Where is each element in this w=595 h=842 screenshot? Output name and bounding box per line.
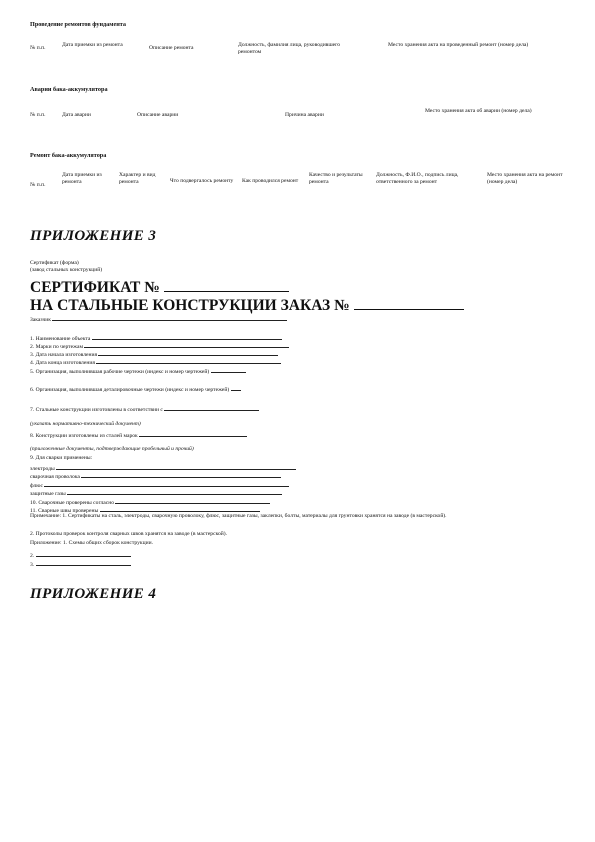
column-header: Дата приемки из ремонта: [62, 42, 123, 48]
item-label: 1. Наименование объекта: [30, 336, 91, 342]
item-label: 2.: [30, 553, 35, 559]
section-title-tank-repair: Ремонт бака-аккумулятора: [30, 152, 107, 159]
fill-blank: [67, 488, 282, 495]
column-header: Качество и результаты ремонта: [309, 172, 363, 185]
column-header: Описание ремонта: [149, 45, 194, 51]
fill-blank: [84, 341, 289, 348]
column-header: № п.п.: [30, 112, 46, 118]
order-number-label: НА СТАЛЬНЫЕ КОНСТРУКЦИИ ЗАКАЗ №: [30, 297, 350, 314]
column-header: Причина аварии: [285, 112, 324, 118]
customer-blank: [52, 314, 287, 321]
hint-text: (приложенные документы, подтверждающие пробельный и прочий): [30, 446, 194, 452]
column-header: Дата приемки из ремонта: [62, 172, 102, 185]
column-header: Характер и вид ремонта: [119, 172, 156, 185]
item-label: 5. Организация, выполнившая рабочие чертежи (индекс и номер чертежей): [30, 369, 210, 375]
column-header: Место хранения акта на ремонт (номер дела): [487, 172, 563, 185]
fill-blank: [36, 550, 131, 557]
column-header: Что подвергалось ремонту: [170, 178, 234, 184]
item-label: электроды: [30, 466, 55, 472]
item-label: флюс: [30, 483, 43, 489]
certificate-number-blank: [164, 279, 289, 292]
appendix-4-heading: ПРИЛОЖЕНИЕ 4: [30, 586, 157, 602]
fill-blank: [115, 497, 270, 504]
item-label: 3.: [30, 562, 35, 568]
item-label: 9. Для сварки применены:: [30, 455, 93, 461]
form-row: [30, 455, 92, 462]
fill-blank: [92, 333, 282, 340]
form-row: [30, 559, 131, 569]
fill-blank: [98, 349, 278, 356]
form-row: [30, 384, 241, 394]
column-header: Должность, фамилия лица, руководившего ремонтом: [238, 42, 341, 55]
column-header: Должность, Ф.И.О., подпись лица, ответственного за ремонт: [376, 172, 459, 185]
fill-blank: [164, 404, 259, 411]
fill-blank: [211, 366, 246, 373]
form-row: [30, 366, 246, 376]
column-header: Место хранения акта об аварии (номер дела): [425, 108, 532, 114]
item-label: сварочная проволока: [30, 474, 80, 480]
column-header: Как проводился ремонт: [242, 178, 299, 184]
certificate-title-line1: [30, 279, 289, 296]
item-label: 4. Дата конца изготовления: [30, 360, 95, 366]
certificate-title-line2: [30, 297, 464, 314]
order-number-blank: [354, 297, 464, 310]
form-row: [30, 404, 259, 414]
fill-blank: [36, 559, 131, 566]
column-header: Описание аварии: [137, 112, 179, 118]
item-label: 2. Марки по чертежам: [30, 344, 83, 350]
item-label: 7. Стальные конструкции изготовлены в соответствии с: [30, 407, 163, 413]
item-label: 8. Конструкции изготовлены из сталей марок: [30, 433, 138, 439]
fill-blank: [81, 471, 281, 478]
certificate-number-label: СЕРТИФИКАТ №: [30, 279, 160, 296]
fill-blank: [56, 463, 296, 470]
column-header: Дата аварии: [62, 112, 91, 118]
fill-blank: [96, 357, 281, 364]
form-row: [30, 430, 247, 440]
item-label: защитные газы: [30, 491, 66, 497]
customer-row: [30, 314, 287, 324]
column-header: Место хранения акта на проведенный ремонт (номер дела): [388, 42, 529, 48]
note-text: Примечание: 1. Сертификаты на сталь, электроды, сварочную проволоку, флюс, защитные газы, заклепки, болты, материалы для грунтовки хранятся на заводе (в мастерской).: [30, 513, 447, 519]
item-label: 3. Дата начала изготовления: [30, 352, 98, 358]
customer-label: Заказчик: [30, 317, 52, 323]
item-label: 6. Организация, выполнившая деталировочные чертежи (индекс и номер чертежей): [30, 387, 230, 393]
column-header: № п.п.: [30, 182, 46, 188]
form-sublabel: (завод стальных конструкций): [30, 267, 103, 273]
item-label: 11. Сварные швы проверены: [30, 508, 99, 514]
hint-text: (указать нормативно-технический документ): [30, 421, 141, 427]
fill-blank: [139, 430, 247, 437]
fill-blank: [231, 384, 241, 391]
attachment-text: Приложение: 1. Схемы общих сборок конструкции.: [30, 540, 154, 546]
note-text-2: 2. Протоколы проверок контроля сварных швов хранятся на заводе (в мастерской).: [30, 531, 228, 537]
fill-blank: [100, 505, 260, 512]
column-header: № п.п.: [30, 45, 46, 51]
section-title-foundation-repairs: Проведение ремонтов фундамента: [30, 21, 127, 28]
item-label: 10. Сварочные проверены согласно: [30, 500, 115, 506]
appendix-3-heading: ПРИЛОЖЕНИЕ 3: [30, 228, 157, 244]
fill-blank: [44, 480, 289, 487]
section-title-tank-accidents: Аварии бака-аккумулятора: [30, 86, 108, 93]
form-label: Сертификат (форма): [30, 260, 79, 266]
